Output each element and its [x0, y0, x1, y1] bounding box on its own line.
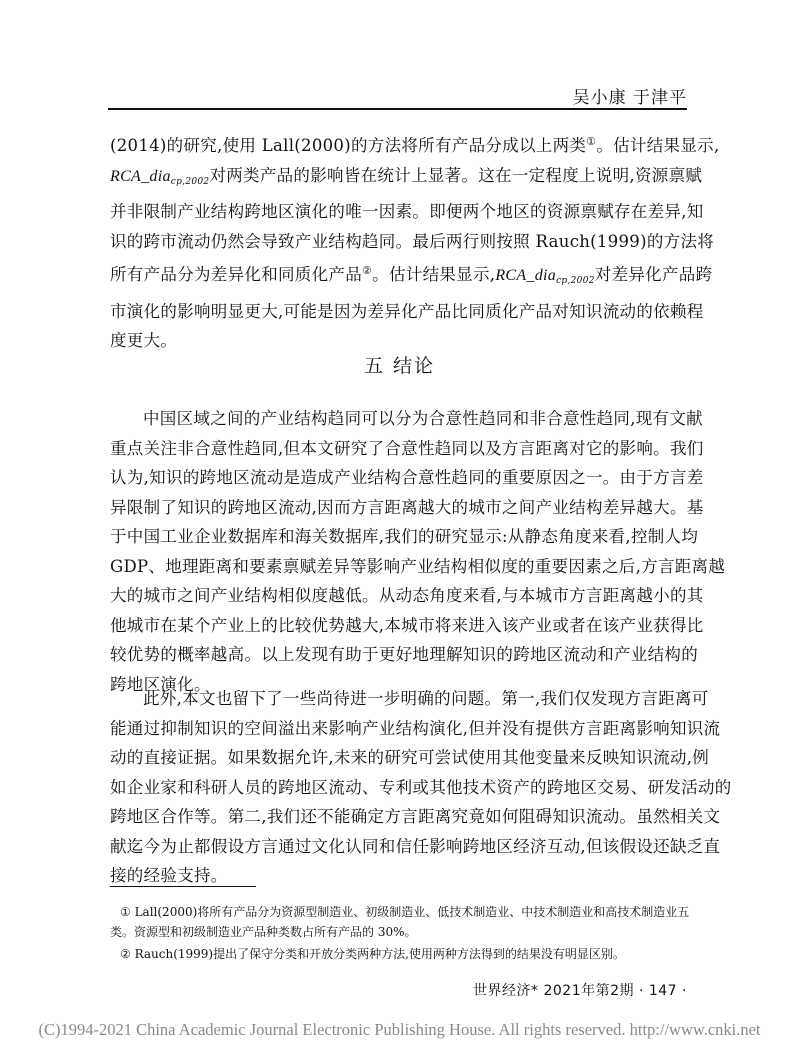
- copyright-notice: (C)1994-2021 China Academic Journal Electronic Publishing House. All rights reserved. http://www.cnki.net: [38, 1020, 761, 1039]
- footnote-ref-2[interactable]: ②: [362, 264, 373, 277]
- section-heading: 五 结论: [363, 355, 436, 377]
- text-line: 于中国工业企业数据库和海关数据库,我们的研究显示:从静态角度来看,控制人均: [110, 527, 699, 546]
- text-line: 他城市在某个产业上的比较优势越大,本城市将来进入该产业或者在该产业获得比: [110, 615, 704, 635]
- footnote-rule: [110, 886, 256, 887]
- paragraph-conclusion: [110, 404, 726, 699]
- text-line: 大的城市之间产业结构相似度越低。从动态角度来看,与本城市方言距离越小的其: [110, 586, 704, 605]
- text-line: 中国区域之间的产业结构趋同可以分为合意性趋同和非合意性趋同,现有文献: [143, 409, 703, 428]
- text-line: 接的经验支持。: [110, 866, 228, 885]
- text-line: 较优势的概率越高。以上发现有助于更好地理解知识的跨地区流动和产业结构的: [110, 645, 698, 664]
- text-line: 市演化的影响明显更大,可能是因为差异化产品比同质化产品对知识流动的依赖程: [110, 301, 704, 321]
- text-line: 认为,知识的跨地区流动是造成产业结构合意性趋同的重要原因之一。由于方言差: [110, 468, 704, 487]
- text-line: GDP、地理距离和要素禀赋差异等影响产业结构相似度的重要因素之后,方言距离越: [110, 556, 726, 576]
- text-line: 献迄今为止都假设方言通过文化认同和信任影响跨地区经济互动,但该假设还缺乏直: [110, 836, 721, 856]
- text-line: (2014)的研究,使用 Lall(2000)的方法将所有产品分成以上两类①。估计结果显示,: [110, 135, 720, 155]
- paragraph-limitations: [110, 684, 732, 891]
- text-line: 所有产品分为差异化和同质化产品②。估计结果显示,RCA_dia$_{cp,2002}$对差异化产品跨: [110, 264, 713, 286]
- text-line: 能通过抑制知识的空间溢出来影响产业结构演化,但并没有提供方言距离影响知识流: [110, 718, 721, 738]
- variable-name: RCA_dia: [110, 167, 171, 185]
- page-footer: 世界经济* 2021年第2期 · 147 ·: [473, 983, 687, 999]
- text-line: 识的跨市流动仍然会导致产业结构趋同。最后两行则按照 Rauch(1999)的方法将: [110, 231, 715, 251]
- paragraph-results: [110, 127, 720, 356]
- text-line: 重点关注非合意性趋同,但本文研究了合意性趋同以及方言距离对它的影响。我们: [110, 438, 704, 458]
- text-line: 此外,本文也留下了一些尚待进一步明确的问题。第一,我们仅发现方言距离可: [143, 689, 709, 708]
- footnote-ref-1[interactable]: ①: [586, 135, 597, 148]
- text-line: 异限制了知识的跨地区流动,因而方言距离越大的城市之间产业结构差异越大。基: [110, 497, 704, 517]
- footnote-1: ① Lall(2000)将所有产品分为资源型制造业、初级制造业、低技术制造业、中技术制造业和高技术制造业五 类。资源型和初级制造业产品种类数占所有产品的 30%。: [110, 905, 690, 939]
- variable-name: RCA_dia: [495, 267, 557, 284]
- text-line: RCA_dia$_{cp,2002}$对两类产品的影响皆在统计上显著。这在一定程度上说明,资源禀赋: [110, 165, 703, 187]
- text-line: 跨地区合作等。第二,我们还不能确定方言距离究竟如何阻碍知识流动。虽然相关文: [110, 807, 721, 826]
- running-header-authors: 吴小康 于津平: [572, 88, 687, 108]
- text-line: 如企业家和科研人员的跨地区流动、专利或其他技术资产的跨地区交易、研发活动的: [110, 777, 732, 797]
- footnote-2: ② Rauch(1999)提出了保守分类和开放分类两种方法,使用两种方法得到的结果没有明显区别。: [120, 947, 625, 961]
- text-line: 并非限制产业结构跨地区演化的唯一因素。即便两个地区的资源禀赋存在差异,知: [110, 202, 704, 221]
- header-rule: [108, 108, 687, 110]
- text-line: 度更大。: [110, 331, 178, 350]
- text-line: 跨地区演化。: [110, 674, 211, 694]
- text-line: 动的直接证据。如果数据允许,未来的研究可尝试使用其他变量来反映知识流动,例: [110, 748, 710, 767]
